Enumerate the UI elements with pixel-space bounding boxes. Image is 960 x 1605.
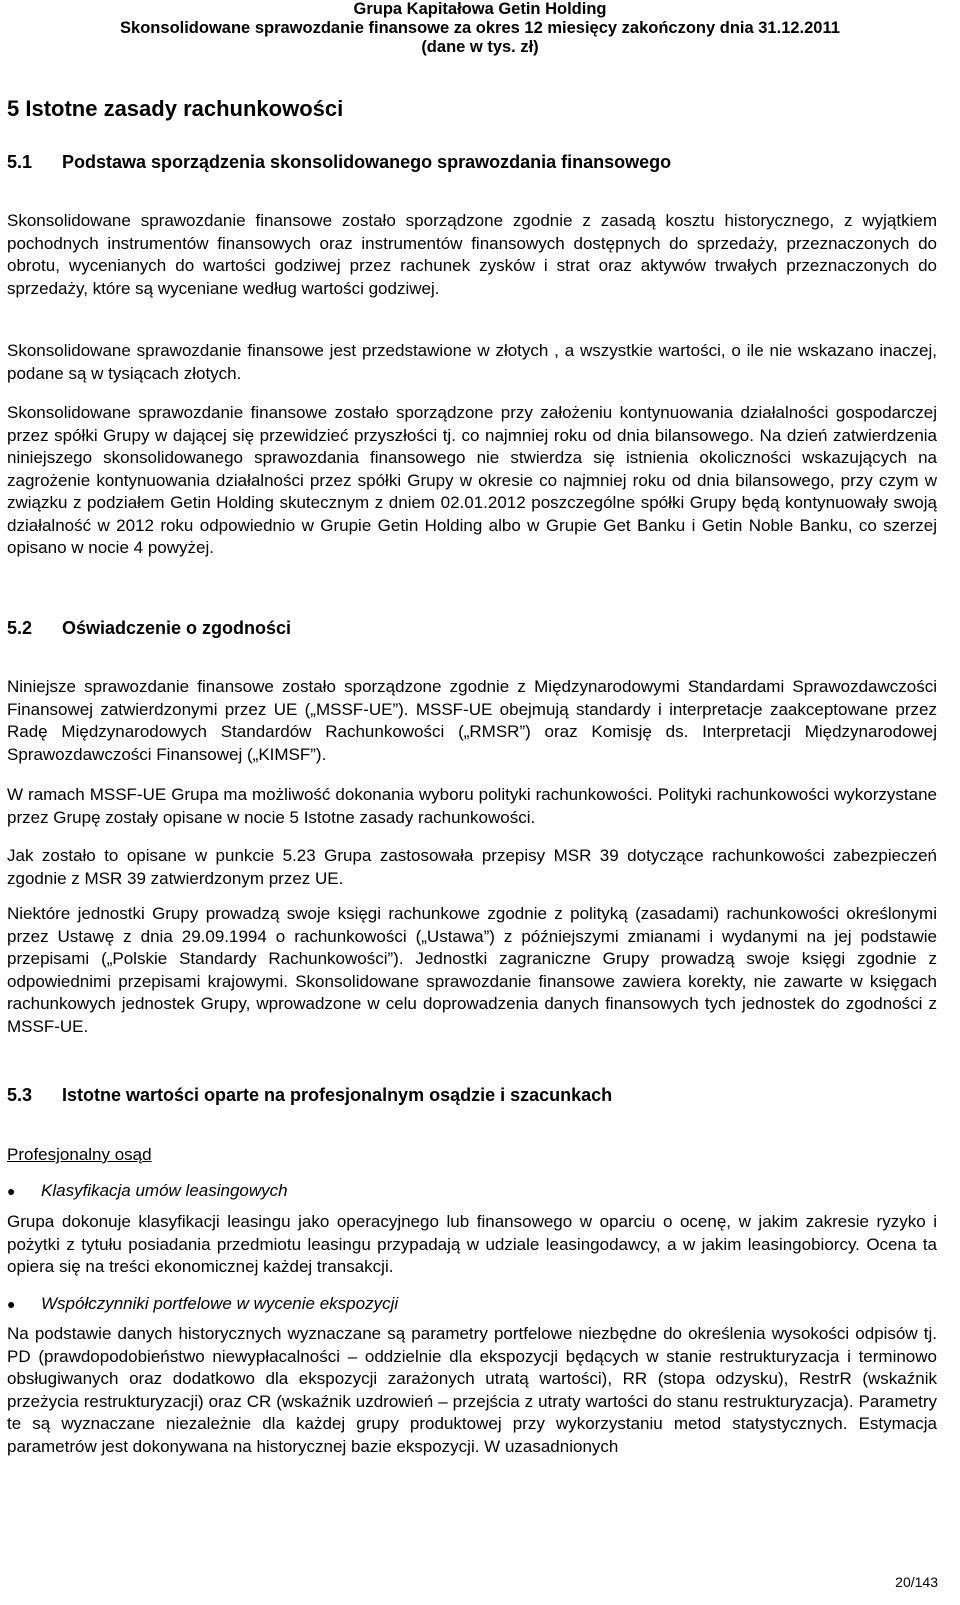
section-5-2-paragraph-1: Niniejsze sprawozdanie finansowe zostało sporządzone zgodnie z Międzynarodowymi Standardami Sprawozdawczości Finansowej zatwierdzonymi przez UE („MSSF-UE”). MSSF-UE obejmują standardy i interpretacje zaakceptowane przez Radę Międzynarodowych Standardów Rachunkowości („RMSR”) oraz Komisję ds. Interpretacji Międzynarodowej Sprawozdawczości Finansowej („KIMSF”). bbox=[7, 677, 937, 764]
bullet-dot-icon: ● bbox=[7, 1183, 16, 1199]
portfolio-coefficients-paragraph: Na podstawie danych historycznych wyznaczane są parametry portfelowe niezbędne do określenia wysokości odpisów tj. PD (prawdopodobieństwo niewypłacalności – oddzielnie dla ekspozycji będących w stanie restrukturyzacja i terminowo obsługiwanych oraz dodatkowo dla ekspozycji zarażonych utratą wartości), RR (stopa odzysku), RestrR (wskaźnik przeżycia restrukturyzacji) oraz CR (wskaźnik uzdrowień – przejścia z utraty wartości do stanu restrukturyzacja). Parametry te są wyznaczane niezależnie dla każdej grupy produktowej przy wykorzystaniu metod statystycznych. Estymacja parametrów jest dokonywana na historycznej bazie ekspozycji. W uzasadnionych bbox=[7, 1324, 937, 1456]
section-5-title: 5 Istotne zasady rachunkowości bbox=[7, 96, 344, 121]
bullet-dot-icon: ● bbox=[7, 1296, 16, 1312]
header-units: (dane w tys. zł) bbox=[421, 38, 539, 56]
header-company: Grupa Kapitałowa Getin Holding bbox=[353, 0, 607, 18]
header-report-title: Skonsolidowane sprawozdanie finansowe za okres 12 miesięcy zakończony dnia 31.12.2011 bbox=[120, 19, 840, 37]
section-5-2-number: 5.2 bbox=[7, 618, 33, 638]
bullet-portfolio-coefficients-label: Współczynniki portfelowe w wycenie ekspozycji bbox=[41, 1294, 399, 1313]
lease-classification-paragraph: Grupa dokonuje klasyfikacji leasingu jako operacyjnego lub finansowego w oparciu o ocenę, w jakim zakresie ryzyko i pożytki z tytułu posiadania przedmiotu leasingu przypadają w udziale leasingodawcy, a w jakim leasingobiorcy. Ocena ta opiera się na treści ekonomicznej każdej transakcji. bbox=[7, 1212, 937, 1276]
section-5-1-number: 5.1 bbox=[7, 152, 33, 172]
section-5-3-heading bbox=[7, 1085, 612, 1106]
subheading-professional-judgement: Profesjonalny osąd bbox=[7, 1145, 152, 1164]
section-5-2-paragraph-2: W ramach MSSF-UE Grupa ma możliwość dokonania wyboru polityki rachunkowości. Polityki rachunkowości wykorzystane przez Grupę zostały opisane w nocie 5 Istotne zasady rachunkowości. bbox=[7, 785, 937, 827]
section-5-1-paragraph-1: Skonsolidowane sprawozdanie finansowe zostało sporządzone zgodnie z zasadą kosztu historycznego, z wyjątkiem pochodnych instrumentów finansowych oraz instrumentów finansowych dostępnych do sprzedaży, przeznaczonych do obrotu, wycenianych do wartości godziwej przez rachunek zysków i strat oraz aktywów trwałych przeznaczonych do sprzedaży, które są wyceniane według wartości godziwej. bbox=[7, 211, 937, 298]
section-5-3-title: Istotne wartości oparte na profesjonalnym osądzie i szacunkach bbox=[62, 1085, 613, 1105]
section-5-1-title: Podstawa sporządzenia skonsolidowanego sprawozdania finansowego bbox=[62, 152, 672, 172]
section-5-1-paragraph-2: Skonsolidowane sprawozdanie finansowe jest przedstawione w złotych , a wszystkie wartości, o ile nie wskazano inaczej, podane są w tysiącach złotych. bbox=[7, 341, 937, 383]
document-header bbox=[0, 0, 960, 57]
section-5-1-heading bbox=[7, 152, 671, 173]
bullet-portfolio-coefficients bbox=[7, 1294, 398, 1314]
bullet-lease-classification-label: Klasyfikacja umów leasingowych bbox=[41, 1181, 288, 1200]
section-5-3-number: 5.3 bbox=[7, 1085, 33, 1105]
section-5-1-paragraph-3: Skonsolidowane sprawozdanie finansowe zostało sporządzone przy założeniu kontynuowania działalności gospodarczej przez spółki Grupy w dającej się przewidzieć przyszłości tj. co najmniej roku od dnia bilansowego. Na dzień zatwierdzenia niniejszego skonsolidowanego sprawozdania finansowego nie stwierdza się istnienia okoliczności wskazujących na zagrożenie kontynuowania działalności przez spółki Grupy w okresie co najmniej roku od dnia bilansowego, przy czym w związku z podziałem Getin Holding skutecznym z dniem 02.01.2012 poszczególne spółki Grupy będą kontynuowały swoją działalność w 2012 roku odpowiednio w Grupie Getin Holding albo w Grupie Get Banku i Getin Noble Banku, co szerzej opisano w nocie 4 powyżej. bbox=[7, 403, 937, 557]
section-5-2-title: Oświadczenie o zgodności bbox=[62, 618, 292, 638]
section-5-2-paragraph-4: Niektóre jednostki Grupy prowadzą swoje księgi rachunkowe zgodnie z polityką (zasadami) rachunkowości określonymi przez Ustawę z dnia 29.09.1994 o rachunkowości („Ustawa”) z późniejszymi zmianami i wydanymi na jej podstawie przepisami („Polskie Standardy Rachunkowości”). Jednostki zagraniczne Grupy prowadzą swoje księgi zgodnie z odpowiednimi przepisami krajowymi. Skonsolidowane sprawozdanie finansowe zawiera korekty, nie zawarte w księgach rachunkowych jednostek Grupy, wprowadzone w celu doprowadzenia danych finansowych tych jednostek do zgodności z MSSF-UE. bbox=[7, 904, 937, 1036]
page-number: 20/143 bbox=[895, 1574, 938, 1590]
section-5-2-heading bbox=[7, 618, 291, 639]
section-5-2-paragraph-3: Jak zostało to opisane w punkcie 5.23 Grupa zastosowała przepisy MSR 39 dotyczące rachunkowości zabezpieczeń zgodnie z MSR 39 zatwierdzonym przez UE. bbox=[7, 846, 937, 888]
bullet-lease-classification bbox=[7, 1181, 288, 1201]
